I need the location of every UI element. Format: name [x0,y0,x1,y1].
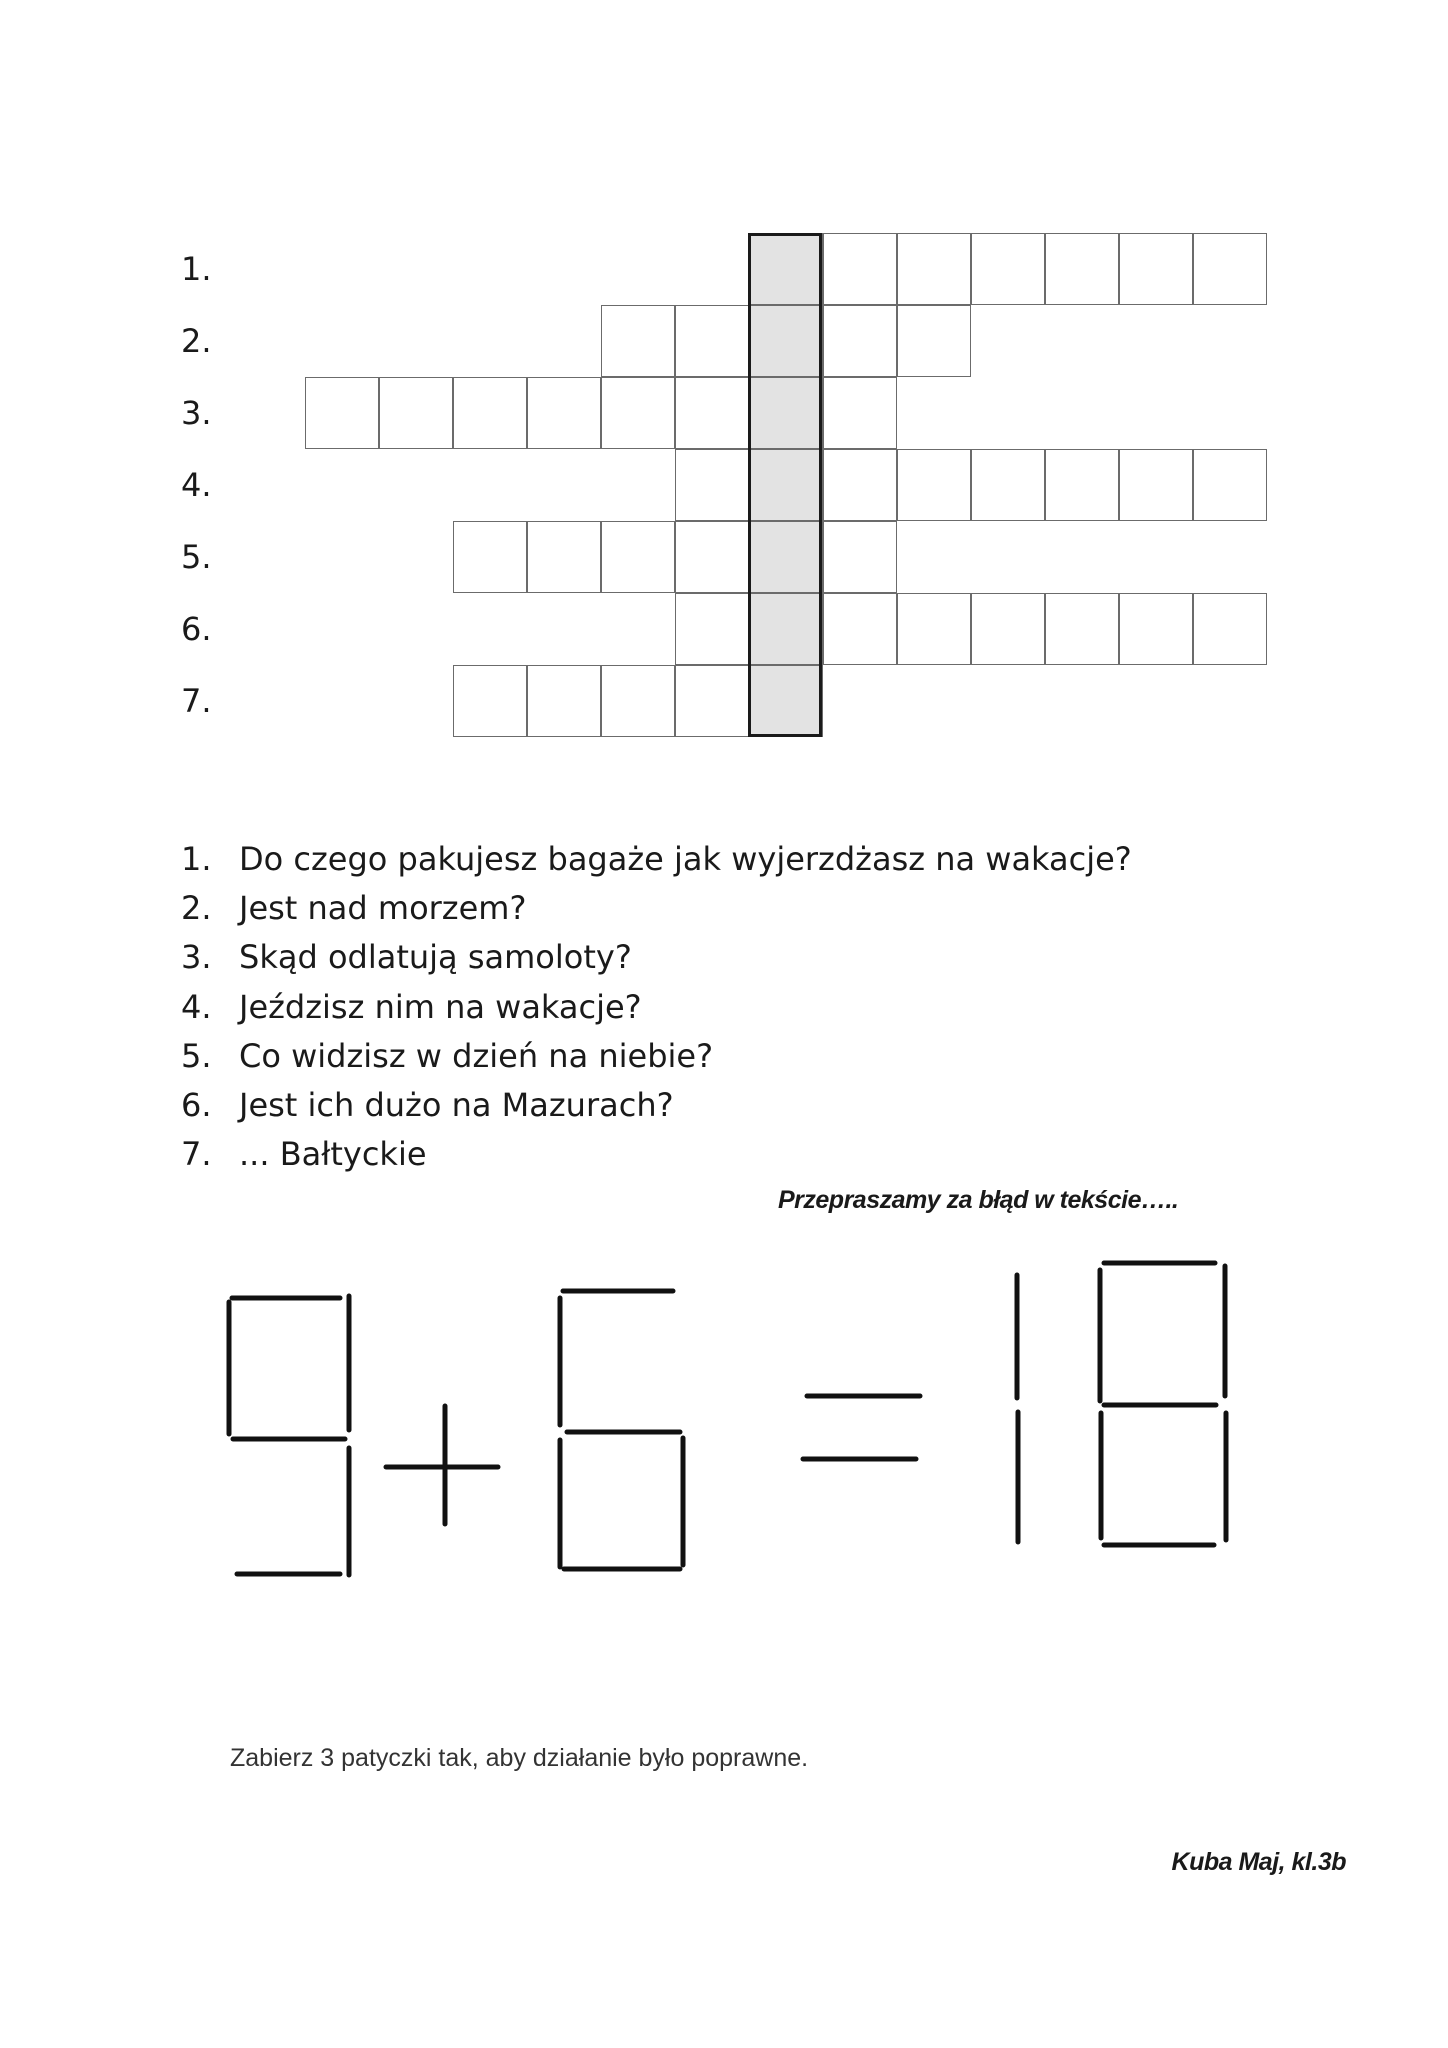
crossword-cell[interactable] [971,593,1045,665]
digit-8 [1100,1263,1226,1545]
crossword-cell[interactable] [897,593,971,665]
clue-number: 1. [181,839,212,878]
clue-item [181,834,1132,883]
crossword-cell[interactable] [823,233,897,305]
clue-item [181,883,1132,932]
crossword-cell[interactable] [601,521,675,593]
crossword-cell[interactable] [601,377,675,449]
clue-number: 6. [181,1086,212,1125]
equals-sign [803,1396,920,1459]
plus-sign [386,1406,498,1524]
crossword-key-cell[interactable] [749,377,823,449]
clue-list [181,834,1132,1179]
crossword-cell[interactable] [1045,449,1119,521]
crossword-cell[interactable] [971,449,1045,521]
crossword-cell[interactable] [527,377,601,449]
author-signature: Kuba Maj, kl.3b [1171,1848,1346,1876]
crossword-key-cell[interactable] [749,305,823,377]
crossword-key-cell[interactable] [749,521,823,593]
clue-number: 2. [181,888,212,927]
crossword-cell[interactable] [1119,449,1193,521]
digit-9 [229,1296,349,1575]
crossword-cell[interactable] [823,449,897,521]
crossword-cell[interactable] [675,377,749,449]
crossword-row-number: 7. [181,682,212,720]
crossword-cell[interactable] [897,233,971,305]
clue-text: Jeździsz nim na wakacje? [239,987,642,1026]
crossword-key-cell[interactable] [749,593,823,665]
crossword-cell[interactable] [1119,593,1193,665]
clue-number: 5. [181,1036,212,1075]
crossword-key-cell[interactable] [749,665,823,737]
crossword-cell[interactable] [379,377,453,449]
crossword-key-cell[interactable] [749,233,823,305]
crossword-cell[interactable] [1193,449,1267,521]
digit-6 [560,1291,683,1569]
clue-text: Do czego pakujesz bagaże jak wyjerzdżasz na wakacje? [239,839,1132,878]
crossword-cell[interactable] [1045,233,1119,305]
clue-text: ... Bałtyckie [239,1135,427,1174]
crossword-row-number: 6. [181,610,212,648]
crossword-cell[interactable] [823,521,897,593]
crossword-cell[interactable] [1193,233,1267,305]
crossword-cell[interactable] [1193,593,1267,665]
crossword-cell[interactable] [897,449,971,521]
crossword-cell[interactable] [675,665,749,737]
crossword-cell[interactable] [453,377,527,449]
matchstick-puzzle [0,1240,1448,1620]
crossword-cell[interactable] [453,521,527,593]
crossword-cell[interactable] [675,449,749,521]
crossword-cell[interactable] [1045,593,1119,665]
clue-number: 7. [181,1135,212,1174]
puzzle-instruction: Zabierz 3 patyczki tak, aby działanie było poprawne. [230,1744,809,1772]
apology-note: Przepraszamy za błąd w tekście….. [778,1186,1179,1214]
crossword-cell[interactable] [527,665,601,737]
crossword-row-number: 5. [181,538,212,576]
clue-item [181,1080,1132,1129]
crossword-grid [0,0,1448,760]
crossword-cell[interactable] [305,377,379,449]
crossword-cell[interactable] [897,305,971,377]
clue-text: Co widzisz w dzień na niebie? [239,1036,714,1075]
crossword-cell[interactable] [971,233,1045,305]
crossword-cell[interactable] [1119,233,1193,305]
crossword-cell[interactable] [601,305,675,377]
clue-text: Jest ich dużo na Mazurach? [239,1086,674,1125]
crossword-cell[interactable] [823,593,897,665]
clue-number: 3. [181,938,212,977]
crossword-row-number: 1. [181,250,212,288]
clue-item [181,933,1132,982]
clue-item [181,1130,1132,1179]
crossword-cell[interactable] [453,665,527,737]
digit-1 [1017,1275,1018,1542]
crossword-cell[interactable] [601,665,675,737]
clue-number: 4. [181,987,212,1026]
crossword-cell[interactable] [675,305,749,377]
crossword-cell[interactable] [675,593,749,665]
crossword-key-cell[interactable] [749,449,823,521]
clue-text: Skąd odlatują samoloty? [239,938,632,977]
crossword-cell[interactable] [527,521,601,593]
crossword-row-number: 3. [181,394,212,432]
crossword-row-number: 2. [181,322,212,360]
crossword-row-number: 4. [181,466,212,504]
crossword-cell[interactable] [823,377,897,449]
crossword-cell[interactable] [675,521,749,593]
clue-item [181,982,1132,1031]
crossword-cell[interactable] [823,305,897,377]
clue-text: Jest nad morzem? [239,888,527,927]
clue-item [181,1031,1132,1080]
